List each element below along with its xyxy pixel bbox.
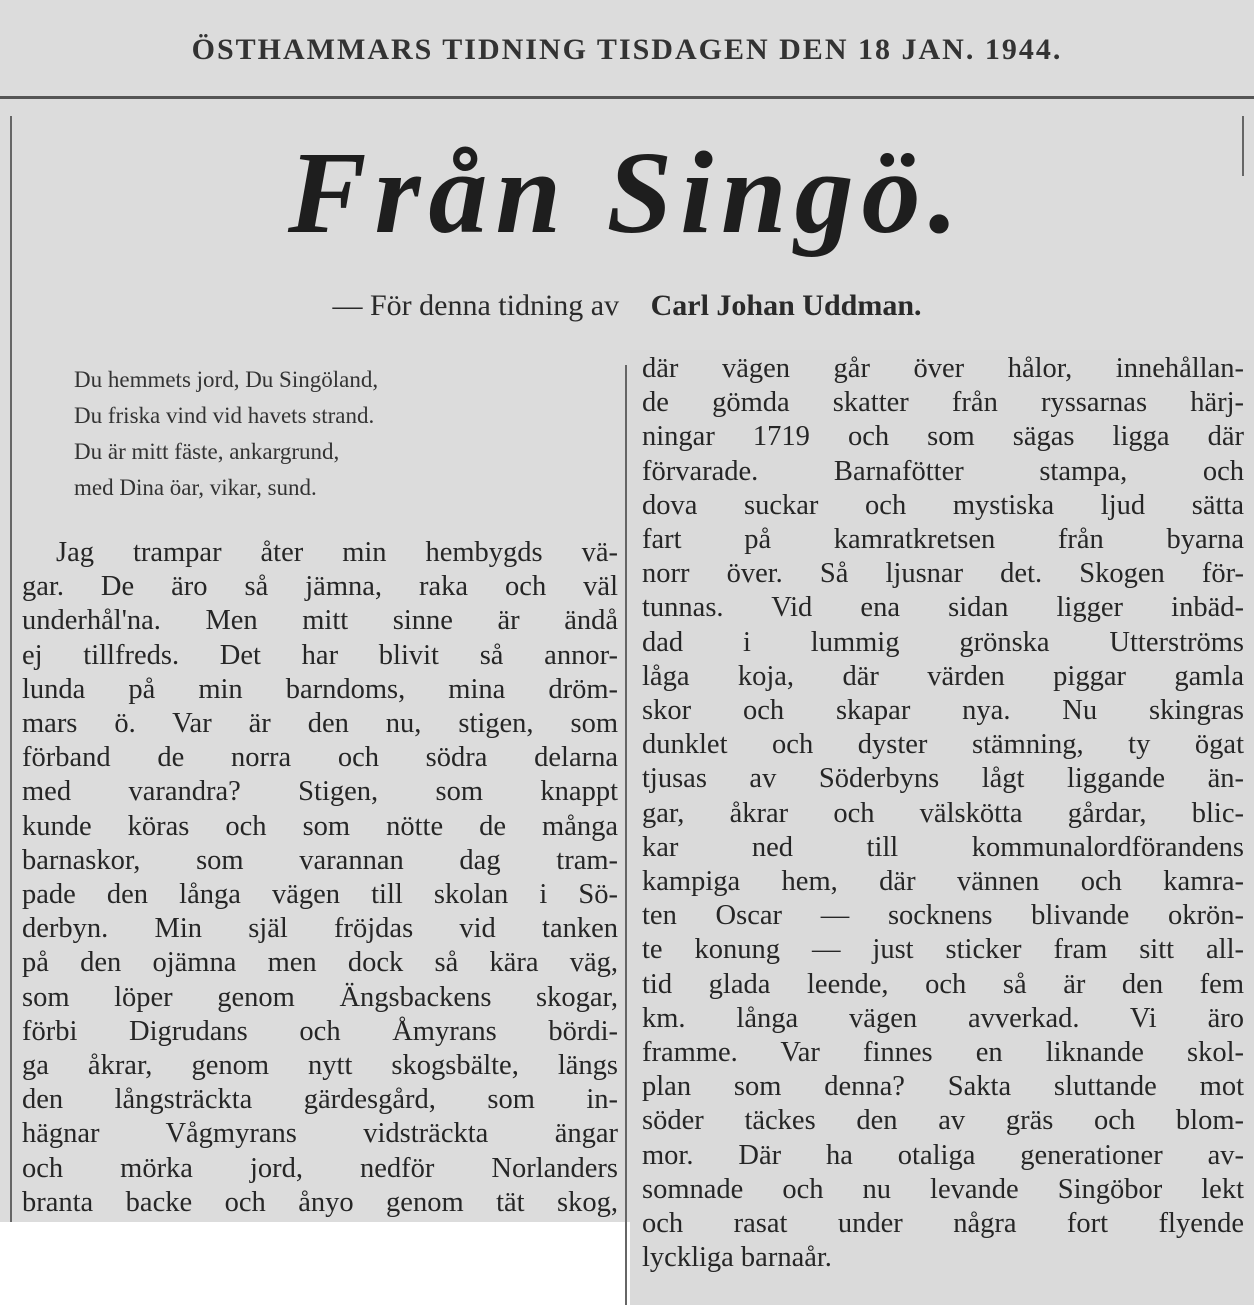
text-line: dunklet och dyster stämning, ty ögat	[642, 729, 1244, 761]
byline-prefix: — För denna tidning av	[332, 289, 620, 322]
text-line: den långsträckta gärdesgård, som in-	[22, 1084, 618, 1116]
text-line: gar, åkrar och välskötta gårdar, blic-	[642, 797, 1244, 829]
text-line: där vägen går över hålor, innehållan-	[642, 353, 1244, 384]
text-line: ningar 1719 och som sägas ligga där	[642, 421, 1244, 453]
text-line: plan som denna? Sakta sluttande mot	[642, 1071, 1244, 1103]
poem-line: Du friska vind vid havets strand.	[74, 403, 375, 428]
text-line: de gömda skatter från ryssarnas härj-	[642, 387, 1244, 419]
text-line: tunnas. Vid ena sidan ligger inbäd-	[642, 592, 1244, 624]
text-line: med varandra? Stigen, som knappt	[22, 776, 618, 808]
text-line: lyckliga barnaår.	[642, 1242, 832, 1274]
text-line: framme. Var finnes en liknande skol-	[642, 1037, 1244, 1069]
text-line: skor och skapar nya. Nu skingras	[642, 695, 1244, 727]
text-line: norr över. Så ljusnar det. Skogen för-	[642, 558, 1244, 590]
text-line: låga koja, där värden piggar gamla	[642, 660, 1244, 692]
text-line: dad i lummig grönska Utterströms	[642, 626, 1244, 658]
text-line: och mörka jord, nedför Norlanders	[22, 1152, 618, 1184]
text-line: som löper genom Ängsbackens skogar,	[22, 981, 618, 1013]
text-line: ten Oscar — socknens blivande okrön-	[642, 900, 1244, 932]
column-divider	[625, 365, 627, 1305]
poem-line: Du hemmets jord, Du Singöland,	[74, 367, 379, 392]
text-line: hägnar Vågmyrans vidsträckta ängar	[22, 1118, 618, 1150]
text-line: på den ojämna men dock så kära väg,	[22, 947, 618, 979]
text-line: Jag trampar åter min hembygds vä-	[56, 537, 618, 568]
text-line: söder täckes den av gräs och blom-	[642, 1105, 1244, 1137]
article-column-right	[642, 352, 1244, 1300]
poem-line: med Dina öar, vikar, sund.	[74, 475, 317, 500]
text-line: och rasat under några fort flyende	[642, 1208, 1244, 1240]
text-line: dova suckar och mystiska ljud sätta	[642, 489, 1244, 521]
text-line: branta backe och ånyo genom tät skog,	[22, 1186, 618, 1218]
text-line: kampiga hem, där vännen och kamra-	[642, 866, 1244, 898]
text-line: förband de norra och södra delarna	[22, 742, 618, 774]
text-line: tjusas av Söderbyns lågt liggande än-	[642, 763, 1244, 795]
article-headline: Från Singö.	[287, 127, 967, 258]
text-line: km. långa vägen avverkad. Vi äro	[642, 1002, 1244, 1034]
text-line: gar. De äro så jämna, raka och väl	[22, 571, 618, 603]
text-line: förbi Digrudans och Åmyrans bördi-	[22, 1015, 618, 1047]
text-line: tid glada leende, och så är den fem	[642, 968, 1244, 1000]
text-line: somnade och nu levande Singöbor lekt	[642, 1173, 1244, 1205]
text-line: barnaskor, som varannan dag tram-	[22, 844, 618, 876]
masthead-rule	[0, 96, 1254, 99]
text-line: derbyn. Min själ fröjdas vid tanken	[22, 913, 618, 945]
text-line: ej tillfreds. Det har blivit så annor-	[22, 639, 618, 671]
text-line: mars ö. Var är den nu, stigen, som	[22, 708, 618, 740]
poem-stanza	[74, 362, 594, 506]
text-line: förvarade. Barnafötter stampa, och	[642, 455, 1244, 487]
text-line: fart på kamratkretsen från byarna	[642, 524, 1244, 556]
text-line: kunde köras och som nötte de många	[22, 810, 618, 842]
article-column-left	[22, 536, 618, 1222]
byline-author: Carl Johan Uddman.	[650, 289, 922, 322]
byline	[0, 284, 1254, 328]
text-line: lunda på min barndoms, mina dröm-	[22, 673, 618, 705]
text-line: te konung — just sticker fram sitt all-	[642, 934, 1244, 966]
text-line: kar ned till kommunalordförandens	[642, 831, 1244, 863]
poem-line: Du är mitt fäste, ankargrund,	[74, 439, 340, 464]
masthead: ÖSTHAMMARS TIDNING TISDAGEN DEN 18 JAN. 1944.	[191, 33, 1063, 66]
text-line: mor. Där ha otaliga generationer av-	[642, 1139, 1244, 1171]
left-border-rule	[10, 116, 12, 1222]
text-line: ga åkrar, genom nytt skogsbälte, längs	[22, 1050, 618, 1082]
text-line: underhål'na. Men mitt sinne är ändå	[22, 605, 618, 637]
text-line: pade den långa vägen till skolan i Sö-	[22, 879, 618, 911]
